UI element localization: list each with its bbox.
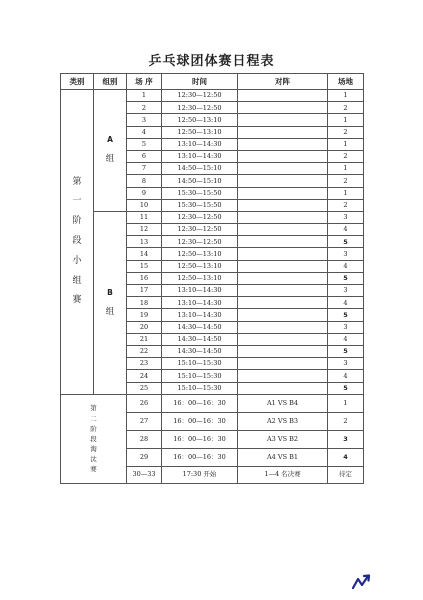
match-time: 12:50—13:10 — [162, 114, 238, 126]
match-venue: 4 — [328, 297, 364, 309]
match-seq: 11 — [127, 211, 162, 223]
match-seq: 14 — [127, 248, 162, 260]
final-venue: 待定 — [328, 466, 364, 483]
match-venue: 1 — [328, 90, 364, 102]
match-time: 16：00—16：30 — [162, 394, 238, 412]
match-matchup — [238, 345, 328, 357]
match-time: 15:30—15:50 — [162, 199, 238, 211]
match-matchup — [238, 297, 328, 309]
match-venue: 5 — [328, 309, 364, 321]
match-seq: 5 — [127, 138, 162, 150]
match-time: 12:50—13:10 — [162, 260, 238, 272]
group-a-label-letter: A — [107, 135, 113, 145]
match-time: 14:30—14:50 — [162, 345, 238, 357]
stage1-label-char: 小 — [72, 255, 82, 266]
match-seq: 25 — [127, 382, 162, 394]
match-time: 13:10—14:30 — [162, 285, 238, 297]
table-row — [61, 211, 364, 223]
match-seq: 4 — [127, 126, 162, 138]
match-time: 13:10—14:30 — [162, 297, 238, 309]
match-venue: 5 — [328, 236, 364, 248]
schedule-table — [60, 73, 364, 484]
stage2-label-char: 阶 — [90, 424, 97, 433]
match-matchup — [238, 321, 328, 333]
stage1-label-char: 段 — [72, 235, 82, 246]
match-venue: 4 — [328, 370, 364, 382]
stage1-label-char: 赛 — [72, 295, 82, 306]
match-venue: 3 — [328, 285, 364, 297]
match-venue: 5 — [328, 345, 364, 357]
match-seq: 18 — [127, 297, 162, 309]
match-seq: 27 — [127, 412, 162, 430]
match-matchup — [238, 382, 328, 394]
match-time: 14:50—15:10 — [162, 175, 238, 187]
match-venue: 1 — [328, 394, 364, 412]
stage2-label — [61, 394, 127, 483]
match-matchup — [238, 236, 328, 248]
header-row — [61, 74, 364, 90]
group-a-label — [94, 90, 127, 212]
match-matchup — [238, 211, 328, 223]
match-matchup — [238, 114, 328, 126]
header-time: 时间 — [162, 74, 238, 90]
match-seq: 21 — [127, 333, 162, 345]
match-matchup — [238, 272, 328, 284]
match-matchup — [238, 187, 328, 199]
match-matchup — [238, 358, 328, 370]
match-time: 16：00—16：30 — [162, 448, 238, 466]
stage1-label — [61, 90, 94, 395]
stage1-label-char: 阶 — [72, 216, 82, 227]
match-matchup — [238, 126, 328, 138]
match-matchup — [238, 199, 328, 211]
match-seq: 3 — [127, 114, 162, 126]
match-seq: 12 — [127, 224, 162, 236]
match-time: 14:30—14:50 — [162, 333, 238, 345]
header-group: 组别 — [94, 74, 127, 90]
header-sequence: 场 序 — [127, 74, 162, 90]
header-venue: 场地 — [328, 74, 364, 90]
group-b-label — [94, 211, 127, 394]
match-time: 12:30—12:50 — [162, 90, 238, 102]
match-matchup — [238, 370, 328, 382]
match-venue: 2 — [328, 102, 364, 114]
match-matchup — [238, 163, 328, 175]
match-matchup — [238, 285, 328, 297]
match-time: 13:10—14:30 — [162, 309, 238, 321]
header-matchup: 对阵 — [238, 74, 328, 90]
match-seq: 23 — [127, 358, 162, 370]
match-seq: 8 — [127, 175, 162, 187]
match-venue: 3 — [328, 321, 364, 333]
match-venue: 2 — [328, 412, 364, 430]
match-venue: 3 — [328, 248, 364, 260]
match-seq: 22 — [127, 345, 162, 357]
match-venue: 2 — [328, 126, 364, 138]
group-b-label-char: 组 — [105, 306, 115, 317]
match-seq: 13 — [127, 236, 162, 248]
match-seq: 19 — [127, 309, 162, 321]
match-time: 12:30—12:50 — [162, 236, 238, 248]
page-title: 乒乓球团体赛日程表 — [148, 54, 275, 69]
match-venue: 1 — [328, 163, 364, 175]
stage1-label-char: 组 — [72, 275, 82, 286]
match-matchup — [238, 333, 328, 345]
match-time: 12:30—12:50 — [162, 211, 238, 223]
stage1-label-char: 一 — [72, 196, 82, 207]
match-time: 16：00—16：30 — [162, 430, 238, 448]
match-seq: 15 — [127, 260, 162, 272]
match-matchup — [238, 150, 328, 162]
match-venue: 5 — [328, 272, 364, 284]
match-seq: 17 — [127, 285, 162, 297]
stage2-label-char: 淘 — [90, 444, 97, 453]
match-seq: 16 — [127, 272, 162, 284]
match-time: 15:10—15:30 — [162, 358, 238, 370]
stage1-label-char: 第 — [72, 176, 82, 187]
match-time: 15:10—15:30 — [162, 382, 238, 394]
final-matchup: 1—4 名决赛 — [238, 466, 328, 483]
match-venue: 4 — [328, 333, 364, 345]
match-matchup — [238, 260, 328, 272]
stage2-label-char: 段 — [90, 434, 97, 443]
match-seq: 2 — [127, 102, 162, 114]
match-matchup: A1 VS B4 — [238, 394, 328, 412]
match-venue: 3 — [328, 430, 364, 448]
final-time: 17:30 开始 — [162, 466, 238, 483]
match-venue: 4 — [328, 224, 364, 236]
match-seq: 6 — [127, 150, 162, 162]
match-seq: 20 — [127, 321, 162, 333]
table-row — [61, 90, 364, 102]
match-matchup: A3 VS B2 — [238, 430, 328, 448]
match-matchup — [238, 102, 328, 114]
match-matchup — [238, 138, 328, 150]
match-seq: 26 — [127, 394, 162, 412]
stage2-label-char: 赛 — [90, 464, 97, 473]
match-time: 13:10—14:30 — [162, 150, 238, 162]
match-time: 14:50—15:10 — [162, 163, 238, 175]
match-matchup — [238, 224, 328, 236]
match-venue: 5 — [328, 382, 364, 394]
match-venue: 3 — [328, 211, 364, 223]
match-venue: 4 — [328, 448, 364, 466]
match-venue: 4 — [328, 260, 364, 272]
match-matchup — [238, 90, 328, 102]
final-seq: 30—33 — [127, 466, 162, 483]
match-venue: 2 — [328, 150, 364, 162]
table-row — [61, 394, 364, 412]
match-seq: 1 — [127, 90, 162, 102]
match-time: 15:30—15:50 — [162, 187, 238, 199]
match-matchup: A4 VS B1 — [238, 448, 328, 466]
group-a-label-char: 组 — [105, 154, 115, 165]
match-time: 16：00—16：30 — [162, 412, 238, 430]
match-seq: 24 — [127, 370, 162, 382]
match-time: 13:10—14:30 — [162, 138, 238, 150]
stage2-label-char: 汰 — [90, 454, 97, 463]
match-venue: 1 — [328, 187, 364, 199]
match-time: 15:10—15:30 — [162, 370, 238, 382]
match-time: 12:50—13:10 — [162, 272, 238, 284]
arrow-logo-icon — [352, 574, 372, 590]
match-seq: 9 — [127, 187, 162, 199]
match-seq: 10 — [127, 199, 162, 211]
match-matchup — [238, 248, 328, 260]
match-seq: 7 — [127, 163, 162, 175]
stage2-label-char: 第 — [90, 404, 97, 413]
match-venue: 1 — [328, 138, 364, 150]
match-matchup — [238, 309, 328, 321]
match-time: 12:50—13:10 — [162, 248, 238, 260]
match-time: 14:30—14:50 — [162, 321, 238, 333]
match-venue: 2 — [328, 175, 364, 187]
match-matchup: A2 VS B3 — [238, 412, 328, 430]
match-venue: 3 — [328, 358, 364, 370]
stage2-label-char: 二 — [90, 414, 97, 423]
match-time: 12:50—13:10 — [162, 126, 238, 138]
match-time: 12:30—12:50 — [162, 224, 238, 236]
match-matchup — [238, 175, 328, 187]
match-seq: 28 — [127, 430, 162, 448]
match-venue: 1 — [328, 114, 364, 126]
header-category: 类别 — [61, 74, 94, 90]
match-seq: 29 — [127, 448, 162, 466]
group-b-label-letter: B — [107, 287, 113, 297]
match-venue: 2 — [328, 199, 364, 211]
match-time: 12:30—12:50 — [162, 102, 238, 114]
